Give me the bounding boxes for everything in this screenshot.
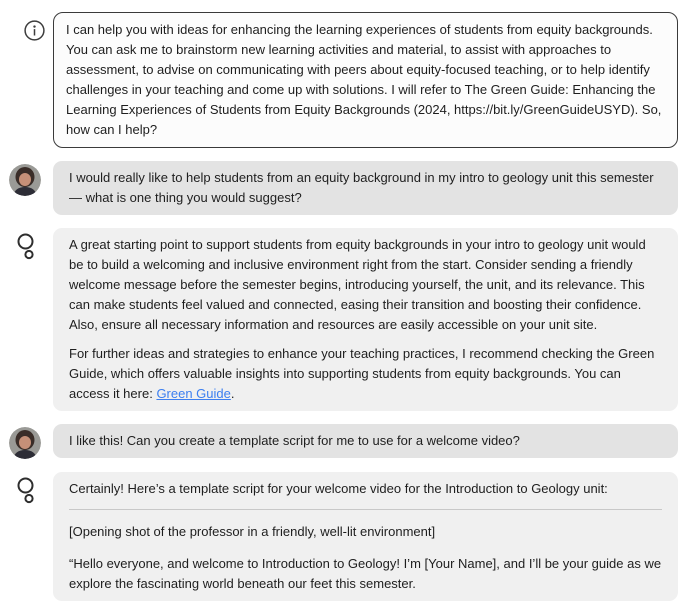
script-opening-direction: [Opening shot of the professor in a friendly, well-lit environment] [69, 524, 436, 539]
green-guide-link[interactable]: Green Guide [156, 386, 231, 401]
message-row-system [0, 12, 678, 148]
user-message-bubble [53, 424, 678, 458]
assistant-paragraph [69, 344, 662, 404]
icon-column [0, 228, 53, 263]
user-message-text: I would really like to help students from an equity background in my intro to geology unit this semester — what is one thing you would suggest? [69, 170, 654, 205]
icon-column [0, 161, 53, 196]
user-avatar [9, 427, 41, 459]
system-message-text: I can help you with ideas for enhancing the learning experiences of students from equity backgrounds. You can ask me to brainstorm new learning activities and material, to assist with approaches to assessment, to advise on communicating with peers about equity-focused teaching, or to help identify challenges in your teaching and come up with solutions. I will refer to The Green Guide: Enhancing the Learning Experiences of Students from Equity Backgrounds (2024, https://bit.ly/GreenGuideUSYD). So, how can I help? [66, 22, 662, 137]
icon-column [0, 424, 53, 459]
icon-column [0, 472, 53, 507]
assistant-rings-icon [15, 233, 39, 263]
assistant-paragraph-text: . [230, 386, 235, 401]
assistant-paragraph: A great starting point to support students from equity backgrounds in your intro to geology unit would be to build a welcoming and inclusive environment right from the start. Consider sending a friendly welcome message before the semester begins, introducing yourself, the unit, and its relevance. This can make students feel valued and connected, easing their transition and boosting their confidence. Also, ensure all necessary information and resources are easily accessible on your unit site. [69, 237, 646, 332]
assistant-rings-icon [15, 477, 39, 507]
assistant-message-bubble [53, 228, 678, 411]
system-message [53, 12, 678, 148]
user-avatar [9, 164, 41, 196]
message-row-user [0, 161, 678, 215]
assistant-message-bubble [53, 472, 678, 601]
info-icon [24, 20, 45, 41]
script-quote-text: “Hello everyone, and welcome to Introduction to Geology! I’m [Your Name], and I’ll be your guide as we explore the fascinating world beneath our feet this semester. [69, 556, 662, 591]
user-message-bubble [53, 161, 678, 215]
message-row-assistant [0, 472, 678, 601]
message-row-user [0, 424, 678, 459]
icon-column [0, 12, 53, 41]
message-divider [69, 509, 662, 510]
assistant-paragraph-text: For further ideas and strategies to enhance your teaching practices, I recommend checking the Green Guide, which offers valuable insights into supporting students from equity backgrounds. You can access it here: [69, 346, 655, 401]
assistant-paragraph: Certainly! Here’s a template script for your welcome video for the Introduction to Geology unit: [69, 481, 608, 496]
message-row-assistant [0, 228, 678, 411]
user-message-text: I like this! Can you create a template script for me to use for a welcome video? [69, 433, 520, 448]
